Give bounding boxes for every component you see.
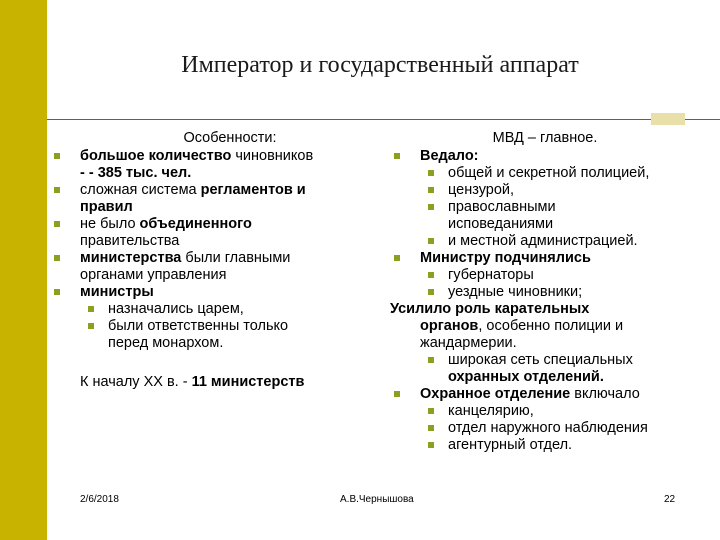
list-item-cont: правил bbox=[80, 199, 133, 215]
list-item-cont: органами управления bbox=[80, 267, 227, 283]
sub-item: широкая сеть специальных bbox=[390, 352, 700, 369]
list-item: большое количество чиновников bbox=[50, 148, 380, 165]
bullet-icon bbox=[428, 442, 434, 448]
title-rule bbox=[47, 119, 720, 120]
sub-item: цензурой, bbox=[390, 182, 700, 199]
bullet-icon bbox=[394, 255, 400, 261]
usililo-line: Усилило роль карательных bbox=[390, 301, 590, 317]
list-item: сложная система регламентов и bbox=[50, 182, 380, 199]
footer-page-number: 22 bbox=[664, 494, 676, 505]
bullet-icon bbox=[428, 289, 434, 295]
sub-item: и местной администрацией. bbox=[390, 233, 700, 250]
list-item-cont: правительства bbox=[80, 233, 180, 249]
footer-date: 2/6/2018 bbox=[80, 494, 119, 505]
bullet-icon bbox=[428, 272, 434, 278]
sub-item-cont: перед монархом. bbox=[108, 335, 224, 351]
sub-item: канцелярию, bbox=[390, 403, 700, 420]
sub-item: губернаторы bbox=[390, 267, 700, 284]
list-item: министры bbox=[50, 284, 380, 301]
usililo-cont2: жандармерии. bbox=[420, 335, 517, 351]
sub-item: общей и секретной полицией, bbox=[390, 165, 700, 182]
sub-item: уездные чиновники; bbox=[390, 284, 700, 301]
bullet-icon bbox=[394, 391, 400, 397]
sub-item: агентурный отдел. bbox=[390, 437, 700, 454]
bullet-icon bbox=[394, 153, 400, 159]
usililo-cont: органов, особенно полиции и bbox=[420, 318, 624, 334]
rule-accent-left bbox=[30, 113, 44, 125]
right-column bbox=[390, 130, 700, 454]
sub-item: отдел наружного наблюдения bbox=[390, 420, 700, 437]
left-accent-bar bbox=[0, 0, 47, 540]
conclusion: К началу XX в. - 11 министерств bbox=[80, 374, 305, 390]
sub-item-cont: охранных отделений. bbox=[448, 369, 604, 385]
list-item: Министру подчинялись bbox=[390, 250, 700, 267]
bullet-icon bbox=[428, 425, 434, 431]
bullet-icon bbox=[88, 306, 94, 312]
bullet-icon bbox=[54, 289, 60, 295]
left-header: Особенности: bbox=[183, 130, 277, 146]
bullet-icon bbox=[428, 357, 434, 363]
sub-item: назначались царем, bbox=[50, 301, 380, 318]
bullet-icon bbox=[428, 238, 434, 244]
slide-title: Император и государственный аппарат bbox=[181, 52, 579, 78]
footer-author: А.В.Чернышова bbox=[340, 494, 414, 505]
list-item: министерства были главными bbox=[50, 250, 380, 267]
left-column bbox=[80, 130, 380, 391]
list-item: Ведало: bbox=[390, 148, 700, 165]
bullet-icon bbox=[54, 153, 60, 159]
list-item: не было объединенного bbox=[50, 216, 380, 233]
list-item: Охранное отделение включало bbox=[390, 386, 700, 403]
sub-item: были ответственны только bbox=[50, 318, 380, 335]
bullet-icon bbox=[428, 204, 434, 210]
bullet-icon bbox=[54, 187, 60, 193]
list-item-cont: - - 385 тыс. чел. bbox=[80, 165, 192, 181]
sub-item-cont: исповеданиями bbox=[448, 216, 554, 232]
rule-accent-right bbox=[651, 113, 685, 125]
bullet-icon bbox=[88, 323, 94, 329]
sub-item: православными bbox=[390, 199, 700, 216]
bullet-icon bbox=[54, 255, 60, 261]
right-header: МВД – главное. bbox=[492, 130, 598, 146]
bullet-icon bbox=[428, 170, 434, 176]
bullet-icon bbox=[428, 187, 434, 193]
bullet-icon bbox=[428, 408, 434, 414]
bullet-icon bbox=[54, 221, 60, 227]
